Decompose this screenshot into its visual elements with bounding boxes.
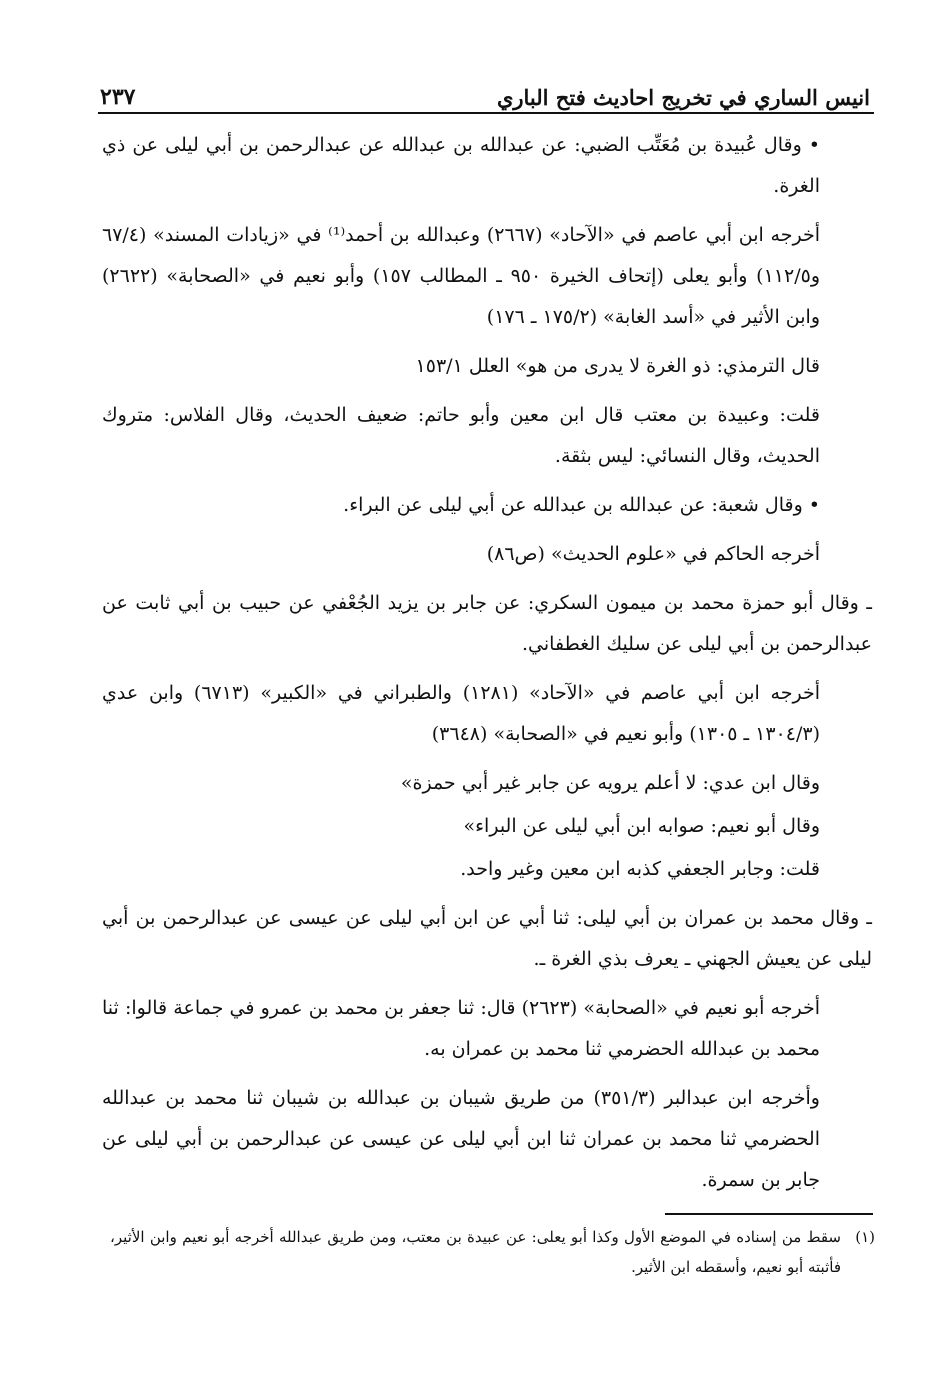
paragraph: ـ وقال محمد بن عمران بن أبي ليلى: ثنا أبي عن ابن أبي ليلى عن عيسى عن عبدالرحمن بن أبي ليلى عن يعيش الجهني ـ يعرف بذي الغرة ـ. xyxy=(102,907,872,970)
book-title: انيس الساري في تخريج احاديث فتح الباري xyxy=(496,85,870,110)
paragraph: أخرجه ابن أبي عاصم في «الآحاد» (١٢٨١) والطبراني في «الكبير» (٦٧١٣) وابن عدي (١٣٠٤/٣ ـ ١٣٠٥) وأبو نعيم في «الصحابة» (٣٦٤٨) xyxy=(102,682,820,745)
footnote xyxy=(110,1222,875,1282)
paragraph: أخرجه الحاكم في «علوم الحديث» (ص٨٦) xyxy=(486,543,820,565)
running-header xyxy=(100,70,870,110)
paragraph: أخرجه ابن أبي عاصم في «الآحاد» (٢٦٦٧) وعبدالله بن أحمد⁽¹⁾ في «زيادات المسند» (٦٧/٤ و١١٢/٥) وأبو يعلى (إتحاف الخيرة ٩٥٠ ـ المطالب ١٥٧) وأبو نعيم في «الصحابة» (٢٦٢٢) وابن الأثير في «أسد الغابة» (١٧٥/٢ ـ ١٧٦) xyxy=(102,224,821,328)
footnote-rule xyxy=(665,1213,873,1215)
paragraph: قال الترمذي: ذو الغرة لا يدرى من هو» العلل ١٥٣/١ xyxy=(415,355,820,377)
paragraph: قلت: وجابر الجعفي كذبه ابن معين وغير واحد. xyxy=(460,858,820,880)
header-rule xyxy=(98,112,874,114)
paragraph: قلت: وعبيدة بن معتب قال ابن معين وأبو حاتم: ضعيف الحديث، وقال الفلاس: متروك الحديث، وقال النسائي: ليس بثقة. xyxy=(102,404,820,467)
footnote-text: سقط من إسناده في الموضع الأول وكذا أبو يعلى: عن عبيدة بن معتب، ومن طريق عبدالله أخرجه أبو نعيم وابن الأثير، فأثبته أبو نعيم، وأسقطه ابن الأثير. xyxy=(110,1228,841,1276)
paragraph: وأخرجه ابن عبدالبر (٣٥١/٣) من طريق شيبان بن عبدالله بن شيبان ثنا محمد بن عبدالله الحضرمي ثنا محمد بن عمران ثنا ابن أبي ليلى عن عيسى عن عبدالرحمن بن أبي ليلى عن جابر بن سمرة. xyxy=(102,1087,820,1191)
paragraph: وقال أبو نعيم: صوابه ابن أبي ليلى عن البراء» xyxy=(463,815,820,837)
footnote-number: (١) xyxy=(855,1228,875,1246)
paragraph: • وقال شعبة: عن عبدالله بن عبدالله عن أبي ليلى عن البراء. xyxy=(343,494,820,516)
paragraph: ـ وقال أبو حمزة محمد بن ميمون السكري: عن جابر بن يزيد الجُعْفي عن حبيب بن أبي ثابت عن عبدالرحمن بن أبي ليلى عن سليك الغطفاني. xyxy=(102,592,872,655)
main-text xyxy=(102,125,872,1209)
page-number: ٢٣٧ xyxy=(100,84,136,110)
paragraph: وقال ابن عدي: لا أعلم يرويه عن جابر غير أبي حمزة» xyxy=(400,772,820,794)
paragraph: أخرجه أبو نعيم في «الصحابة» (٢٦٢٣) قال: ثنا جعفر بن محمد بن عمرو في جماعة قالوا: ثنا محمد بن عبدالله الحضرمي ثنا محمد بن عمران به. xyxy=(102,997,820,1060)
paragraph: • وقال عُبيدة بن مُعَتِّب الضبي: عن عبدالله بن عبدالله عن عبدالرحمن بن أبي ليلى عن ذي الغرة. xyxy=(102,134,820,197)
